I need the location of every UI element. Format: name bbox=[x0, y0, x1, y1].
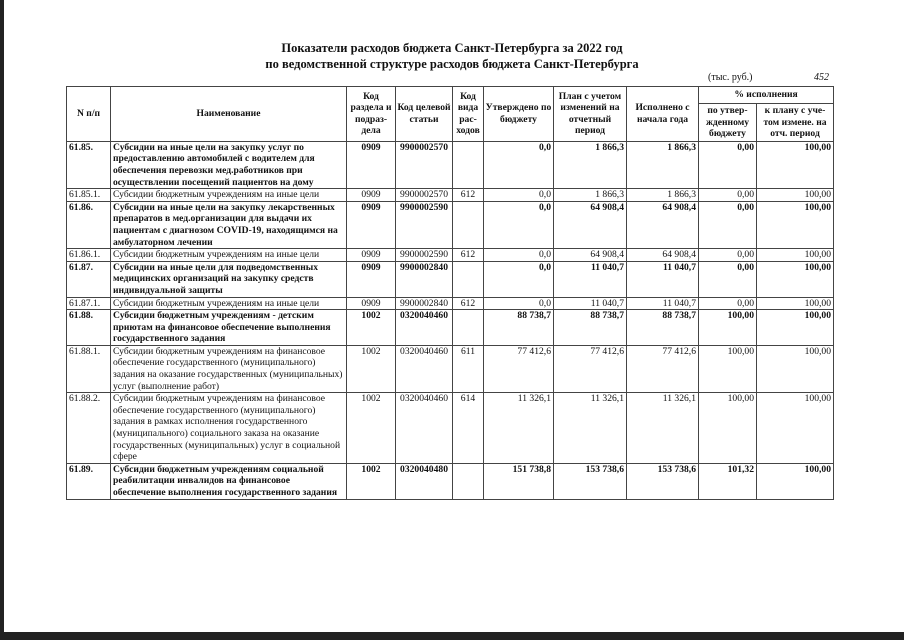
cell-name: Субсидии бюджетным учреждениям на финансовое обеспечение государственного (муниципального) задания на оказание государственных (муниципальных) услуг (выполнение работ) bbox=[111, 345, 347, 392]
cell-pct-approved: 101,32 bbox=[699, 463, 757, 499]
cell-name: Субсидии бюджетным учреждениям на иные цели bbox=[111, 297, 347, 310]
cell-num: 61.86.1. bbox=[67, 249, 111, 262]
cell-pct-plan: 100,00 bbox=[757, 189, 834, 202]
cell-cs: 9900002590 bbox=[396, 249, 453, 262]
table-row bbox=[67, 463, 834, 499]
cell-pct-plan: 100,00 bbox=[757, 249, 834, 262]
cell-plan: 88 738,7 bbox=[554, 310, 627, 346]
cell-approved: 88 738,7 bbox=[484, 310, 554, 346]
cell-executed: 153 738,6 bbox=[627, 463, 699, 499]
cell-vr bbox=[453, 141, 484, 188]
cell-pct-approved: 0,00 bbox=[699, 297, 757, 310]
cell-plan: 11 040,7 bbox=[554, 261, 627, 297]
cell-pct-plan: 100,00 bbox=[757, 393, 834, 464]
cell-approved: 0,0 bbox=[484, 249, 554, 262]
header-target-article: Код целевой статьи bbox=[396, 87, 453, 142]
cell-pct-plan: 100,00 bbox=[757, 345, 834, 392]
cell-vr: 612 bbox=[453, 297, 484, 310]
cell-name: Субсидии бюджетным учреждениям на иные цели bbox=[111, 189, 347, 202]
cell-num: 61.85.1. bbox=[67, 189, 111, 202]
table-row bbox=[67, 393, 834, 464]
cell-razdel: 0909 bbox=[347, 261, 396, 297]
cell-cs: 9900002840 bbox=[396, 261, 453, 297]
table-row bbox=[67, 189, 834, 202]
cell-executed: 64 908,4 bbox=[627, 201, 699, 248]
cell-plan: 1 866,3 bbox=[554, 189, 627, 202]
cell-num: 61.87. bbox=[67, 261, 111, 297]
cell-cs: 9900002590 bbox=[396, 201, 453, 248]
cell-cs: 0320040480 bbox=[396, 463, 453, 499]
cell-executed: 88 738,7 bbox=[627, 310, 699, 346]
cell-num: 61.89. bbox=[67, 463, 111, 499]
table-row bbox=[67, 297, 834, 310]
header-name: Наименование bbox=[111, 87, 347, 142]
cell-pct-approved: 0,00 bbox=[699, 189, 757, 202]
cell-pct-approved: 100,00 bbox=[699, 345, 757, 392]
units-label: (тыс. руб.) bbox=[708, 72, 753, 83]
header-pct-plan: к плану с уче-том измене. на отч. период bbox=[757, 104, 834, 142]
cell-name: Субсидии на иные цели на закупку лекарственных препаратов в мед.организации для выдачи их пациентам с диагнозом COVID-19, находящимся на амбулаторном лечении bbox=[111, 201, 347, 248]
cell-razdel: 1002 bbox=[347, 345, 396, 392]
header-num: N п/п bbox=[67, 87, 111, 142]
table-row bbox=[67, 249, 834, 262]
cell-pct-plan: 100,00 bbox=[757, 297, 834, 310]
cell-vr bbox=[453, 310, 484, 346]
document-title-line1: Показатели расходов бюджета Санкт-Петербурга за 2022 год bbox=[281, 41, 623, 55]
cell-razdel: 1002 bbox=[347, 463, 396, 499]
table-row bbox=[67, 345, 834, 392]
cell-pct-approved: 0,00 bbox=[699, 249, 757, 262]
cell-cs: 9900002840 bbox=[396, 297, 453, 310]
cell-cs: 0320040460 bbox=[396, 345, 453, 392]
cell-cs: 9900002570 bbox=[396, 141, 453, 188]
cell-pct-approved: 0,00 bbox=[699, 261, 757, 297]
cell-executed: 11 040,7 bbox=[627, 297, 699, 310]
cell-razdel: 0909 bbox=[347, 297, 396, 310]
cell-approved: 0,0 bbox=[484, 189, 554, 202]
cell-name: Субсидии на иные цели на закупку услуг по предоставлению автомобилей с водителем для обеспечения перевозки мед.работников при осуществлении посещений пациентов на дому bbox=[111, 141, 347, 188]
header-approved: Утверждено по бюджету bbox=[484, 87, 554, 142]
scan-bottom-edge bbox=[0, 632, 904, 640]
table-row bbox=[67, 201, 834, 248]
cell-plan: 64 908,4 bbox=[554, 249, 627, 262]
cell-pct-plan: 100,00 bbox=[757, 463, 834, 499]
cell-vr: 612 bbox=[453, 189, 484, 202]
cell-vr bbox=[453, 201, 484, 248]
cell-razdel: 0909 bbox=[347, 201, 396, 248]
cell-pct-plan: 100,00 bbox=[757, 310, 834, 346]
cell-executed: 64 908,4 bbox=[627, 249, 699, 262]
cell-vr: 611 bbox=[453, 345, 484, 392]
header-expense-type: Код вида рас-ходов bbox=[453, 87, 484, 142]
table-row bbox=[67, 141, 834, 188]
cell-executed: 77 412,6 bbox=[627, 345, 699, 392]
cell-pct-plan: 100,00 bbox=[757, 201, 834, 248]
cell-plan: 1 866,3 bbox=[554, 141, 627, 188]
cell-vr: 612 bbox=[453, 249, 484, 262]
cell-num: 61.88. bbox=[67, 310, 111, 346]
cell-cs: 0320040460 bbox=[396, 393, 453, 464]
cell-approved: 0,0 bbox=[484, 201, 554, 248]
cell-name: Субсидии бюджетным учреждениям - детским приютам на финансовое обеспечение выполнения государственного задания bbox=[111, 310, 347, 346]
page-number: 452 bbox=[814, 72, 829, 83]
header-pct-approved: по утвер-жденному бюджету bbox=[699, 104, 757, 142]
cell-razdel: 1002 bbox=[347, 393, 396, 464]
cell-num: 61.87.1. bbox=[67, 297, 111, 310]
header-pct-group: % исполнения bbox=[699, 87, 834, 104]
header-executed: Исполнено с начала года bbox=[627, 87, 699, 142]
cell-plan: 153 738,6 bbox=[554, 463, 627, 499]
cell-num: 61.85. bbox=[67, 141, 111, 188]
budget-table bbox=[66, 86, 834, 500]
cell-razdel: 0909 bbox=[347, 249, 396, 262]
cell-approved: 151 738,8 bbox=[484, 463, 554, 499]
table-body bbox=[67, 141, 834, 499]
cell-approved: 11 326,1 bbox=[484, 393, 554, 464]
cell-pct-plan: 100,00 bbox=[757, 141, 834, 188]
cell-plan: 11 326,1 bbox=[554, 393, 627, 464]
cell-cs: 0320040460 bbox=[396, 310, 453, 346]
cell-executed: 1 866,3 bbox=[627, 189, 699, 202]
header-plan: План с учетом изменений на отчетный период bbox=[554, 87, 627, 142]
cell-cs: 9900002570 bbox=[396, 189, 453, 202]
document-title-line2: по ведомственной структуре расходов бюджета Санкт-Петербурга bbox=[265, 57, 639, 71]
header-razdel: Код раздела и подраз-дела bbox=[347, 87, 396, 142]
scan-left-edge bbox=[0, 0, 4, 640]
cell-approved: 0,0 bbox=[484, 261, 554, 297]
cell-approved: 0,0 bbox=[484, 141, 554, 188]
cell-name: Субсидии на иные цели для подведомственных медицинских организаций на закупку средств индивидуальной защиты bbox=[111, 261, 347, 297]
cell-razdel: 0909 bbox=[347, 141, 396, 188]
cell-executed: 1 866,3 bbox=[627, 141, 699, 188]
cell-num: 61.88.2. bbox=[67, 393, 111, 464]
cell-name: Субсидии бюджетным учреждениям на финансовое обеспечение государственного (муниципального) задания в рамках исполнения государственного (муниципального) социального заказа на оказание государственных (муниципальных) услуг в социальной сфере bbox=[111, 393, 347, 464]
cell-num: 61.86. bbox=[67, 201, 111, 248]
cell-pct-approved: 100,00 bbox=[699, 310, 757, 346]
cell-vr bbox=[453, 261, 484, 297]
table-row bbox=[67, 310, 834, 346]
cell-name: Субсидии бюджетным учреждениям на иные цели bbox=[111, 249, 347, 262]
cell-pct-approved: 0,00 bbox=[699, 201, 757, 248]
cell-name: Субсидии бюджетным учреждениям социальной реабилитации инвалидов на финансовое обеспечение выполнения государственного задания bbox=[111, 463, 347, 499]
cell-num: 61.88.1. bbox=[67, 345, 111, 392]
cell-razdel: 0909 bbox=[347, 189, 396, 202]
cell-pct-approved: 100,00 bbox=[699, 393, 757, 464]
cell-executed: 11 040,7 bbox=[627, 261, 699, 297]
cell-vr: 614 bbox=[453, 393, 484, 464]
cell-pct-plan: 100,00 bbox=[757, 261, 834, 297]
cell-approved: 0,0 bbox=[484, 297, 554, 310]
cell-plan: 11 040,7 bbox=[554, 297, 627, 310]
cell-plan: 64 908,4 bbox=[554, 201, 627, 248]
cell-razdel: 1002 bbox=[347, 310, 396, 346]
cell-approved: 77 412,6 bbox=[484, 345, 554, 392]
cell-executed: 11 326,1 bbox=[627, 393, 699, 464]
table-header bbox=[67, 87, 834, 142]
cell-pct-approved: 0,00 bbox=[699, 141, 757, 188]
cell-plan: 77 412,6 bbox=[554, 345, 627, 392]
table-row bbox=[67, 261, 834, 297]
cell-vr bbox=[453, 463, 484, 499]
